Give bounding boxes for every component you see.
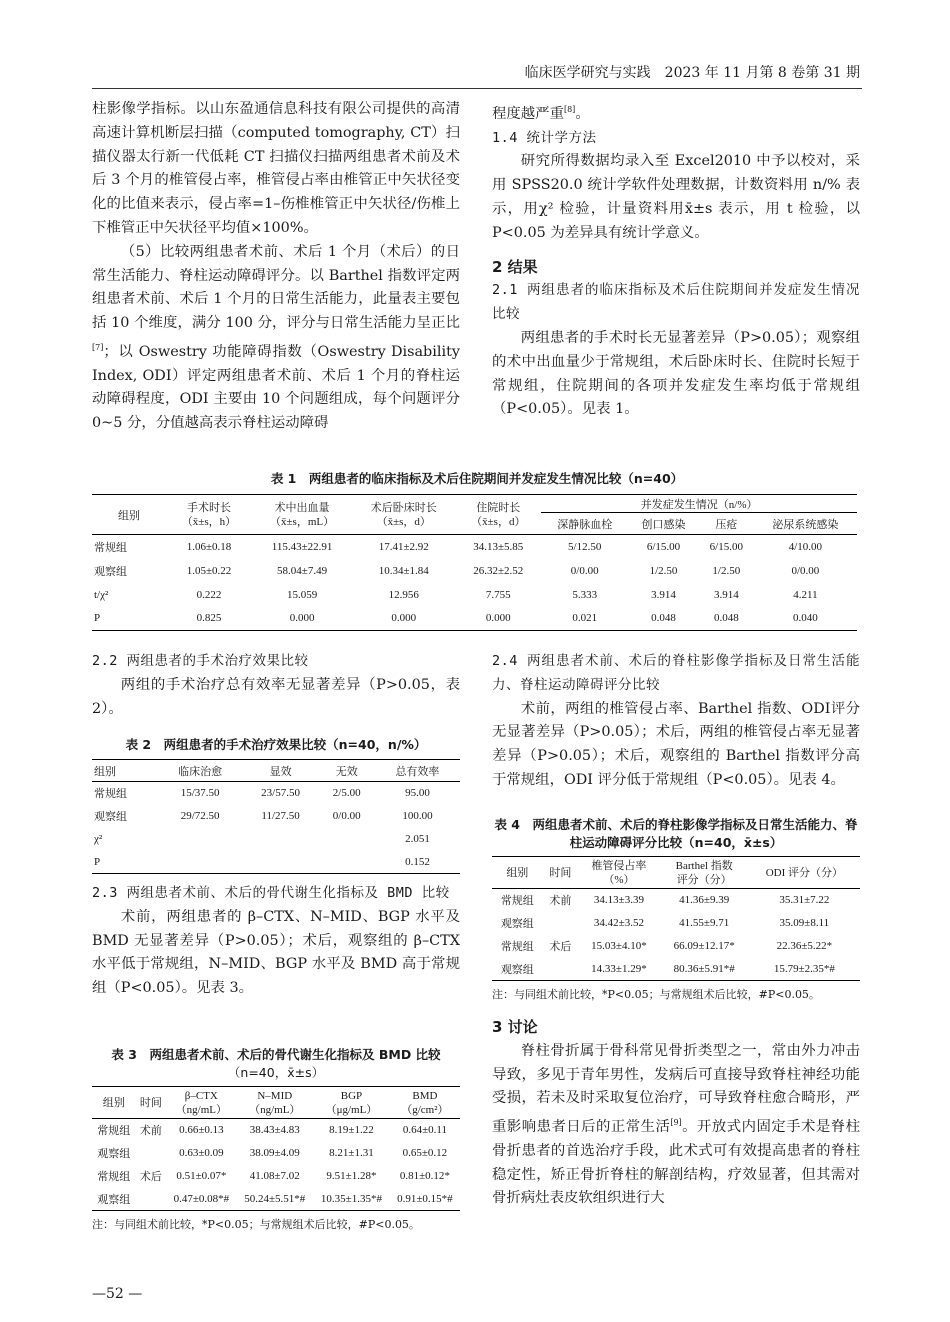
table-cell: 0.000 <box>352 607 455 631</box>
table-cell: 34.42±3.52 <box>593 917 644 929</box>
table-cell: 12.956 <box>388 588 419 601</box>
table-row <box>492 958 860 981</box>
paragraph-2-4: 术前，两组的椎管侵占率、Barthel 指数、ODI评分无显著差异（P>0.05）；术后，两组的椎管侵占率无显著差异（P>0.05）；术后，观察组的 Barthel 指数评分高于常规组，ODI 评分低于常规组（P<0.05）。见表 4。 <box>492 700 860 788</box>
table3-caption-no: 表 3 <box>111 1047 137 1062</box>
right-column-top <box>492 98 860 422</box>
table4 <box>492 856 860 981</box>
table-cell: 常规组 <box>94 788 127 801</box>
table-cell: 26.32±2.52 <box>473 564 524 577</box>
table2-header: 无效 <box>319 760 375 782</box>
heading-2-1: 2.1 两组患者的临床指标及术后住院期间并发症发生情况比较 <box>492 282 860 323</box>
table-cell <box>158 828 243 851</box>
table2-caption <box>92 736 460 754</box>
table2-header: 显效 <box>243 760 319 782</box>
table-cell <box>543 958 579 981</box>
table-cell: 观察组 <box>97 1148 131 1160</box>
table4-body <box>492 889 860 981</box>
header-text: 时间 <box>549 866 572 879</box>
ref-7: [7] <box>92 342 104 352</box>
table2-block <box>92 736 460 874</box>
table-cell: 0.222 <box>196 588 222 601</box>
table-cell: 66.09±12.17* <box>673 940 735 952</box>
table-cell: 22.36±5.22* <box>776 940 833 952</box>
table3-note: 注：与同组术前比较，*P<0.05；与常规组术后比较，#P<0.05。 <box>92 1218 420 1231</box>
table-cell: 100.00 <box>402 810 433 822</box>
table-cell: 术前 <box>139 1125 162 1138</box>
journal-header: 临床医学研究与实践 2023 年 11 月第 8 卷第 31 期 <box>524 65 860 81</box>
table2-header: 总有效率 <box>375 760 460 782</box>
left-column-top <box>92 98 460 436</box>
table-cell: 10.34±1.84 <box>378 564 429 577</box>
table-cell: 5/12.50 <box>568 540 602 553</box>
table-cell: 80.36±5.91*# <box>660 958 749 981</box>
table-cell: 0.64±0.11 <box>402 1124 447 1137</box>
table-cell: 观察组 <box>492 958 543 981</box>
heading-2-3: 2.3 两组患者术前、术后的骨代谢生化指标及 BMD 比较 <box>92 885 450 901</box>
heading-1-4: 1.4 统计学方法 <box>492 129 597 146</box>
header-unit: （x̄±s，mL） <box>270 515 335 528</box>
table-cell <box>136 1188 167 1211</box>
table-row <box>92 559 857 583</box>
table-cell: 17.41±2.92 <box>378 540 429 553</box>
table-cell: 观察组 <box>94 811 127 823</box>
table3 <box>92 1086 460 1211</box>
table-row <box>92 535 857 559</box>
table1-block <box>92 470 862 631</box>
table-row <box>492 912 860 935</box>
table-cell: 9.51±1.28* <box>326 1170 377 1182</box>
table-cell: 1.05±0.22 <box>186 564 232 577</box>
table-cell <box>319 851 375 874</box>
table-cell: 0.65±0.12 <box>402 1147 448 1159</box>
header-text: 椎管侵占率 <box>591 859 647 872</box>
header-text: 组别 <box>102 1096 125 1109</box>
table4-header <box>492 857 543 889</box>
table3-header <box>390 1087 460 1119</box>
paragraph-2-1: 两组患者的手术时长无显著差异（P>0.05）；观察组的术中出血量少于常规组，术后卧床时长、住院时长短于常规组，住院期间的各项并发症发生率均低于常规组（P<0.05）。见表 1。 <box>492 329 860 418</box>
table2-caption-no: 表 2 <box>125 737 152 752</box>
table-cell: 0.048 <box>628 607 699 631</box>
table-cell: 95.00 <box>405 787 430 800</box>
discussion-text: 脊柱骨折属于骨科常见骨折类型之一，常由外力冲击导致，多见于青年男性，发病后可直接导致脊柱神经功能受损，若未及时采取复位治疗，可导致脊柱愈合畸形，严重影响患者日后的正常生活 <box>492 1042 860 1135</box>
table1-subheader: 泌尿系统感染 <box>772 518 839 531</box>
header-unit: （x̄±s，d） <box>471 515 526 528</box>
table3-block <box>92 1046 460 1233</box>
table2-caption-text: 两组患者的手术治疗效果比较（n=40，n/%） <box>163 737 427 752</box>
table-cell: 23/57.50 <box>261 787 300 800</box>
table-row <box>92 607 857 631</box>
left-column-2-3 <box>92 882 460 1001</box>
header-text: 组别 <box>506 866 529 879</box>
header-text: 手术时长 <box>186 501 231 514</box>
table4-caption-no: 表 4 <box>494 817 521 832</box>
table4-caption <box>492 816 860 852</box>
table-cell: 35.31±7.22 <box>779 894 830 907</box>
table-cell: 观察组 <box>92 1188 136 1211</box>
header-text: 术后卧床时长 <box>370 501 437 514</box>
table4-header <box>660 857 749 889</box>
table-cell: 0.51±0.07* <box>176 1170 227 1182</box>
table-row <box>92 583 857 607</box>
header-unit: （x̄±s，h） <box>181 515 237 528</box>
table-cell <box>158 851 243 874</box>
discussion-tail: 。开放式内固定手术是脊柱骨折患者的首选治疗手段，此术式可有效提高患者的脊柱稳定性，矫正骨折脊柱的解剖结构，疗效显著，但其需对骨折病灶表皮软组织进行大 <box>492 1118 860 1207</box>
table-cell: 6/15.00 <box>709 540 743 553</box>
table3-caption-line2: （n=40，x̄±s） <box>227 1065 325 1080</box>
table-cell: 1/2.50 <box>712 564 741 577</box>
table-cell: 34.13±5.85 <box>473 540 524 553</box>
header-text: 术中出血量 <box>274 501 330 514</box>
table1-subheader: 深静脉血栓 <box>557 518 613 531</box>
table1-header-group: 组别 <box>92 495 166 535</box>
table-cell <box>243 828 319 851</box>
table4-block <box>492 816 860 1003</box>
table-cell: 0.47±0.08*# <box>166 1188 236 1211</box>
table3-header <box>92 1087 136 1119</box>
table-cell: P <box>92 607 166 631</box>
table-row <box>92 1165 460 1188</box>
table-cell: 1.06±0.18 <box>186 540 232 553</box>
table-cell: 0.63±0.09 <box>179 1147 224 1159</box>
table3-header <box>313 1087 390 1119</box>
table-cell: 0.021 <box>541 607 628 631</box>
table-row <box>492 935 860 958</box>
paragraph-stats: 研究所得数据均录入至 Excel2010 中予以校对，采用 SPSS20.0 统计学软件处理数据，计数资料用 n/% 表示，用χ² 检验，计量资料用x̄±s 表示，用 t 检验，以 P<0.05 为差异具有统计学意义。 <box>492 153 860 241</box>
paragraph-2-2: 两组的手术治疗总有效率无显著差异（P>0.05，表 2）。 <box>92 676 460 717</box>
header-text: ODI 评分（分） <box>765 866 843 879</box>
table-cell: 41.08±7.02 <box>249 1170 300 1182</box>
table1-subheader: 创口感染 <box>641 518 686 531</box>
table3-caption <box>92 1046 460 1082</box>
table1-subheader: 压疮 <box>715 518 738 531</box>
table4-note: 注：与同组术前比较，*P<0.05；与常规组术后比较，#P<0.05。 <box>492 988 820 1001</box>
table-cell: 58.04±7.49 <box>277 564 328 577</box>
table-cell <box>319 828 375 851</box>
table-row <box>492 889 860 912</box>
table3-header <box>166 1087 236 1119</box>
table-cell: 35.09±8.11 <box>779 917 830 929</box>
table-cell: 0.81±0.12* <box>399 1170 450 1182</box>
heading-results: 2 结果 <box>492 257 538 276</box>
table-cell: 1/2.50 <box>649 564 678 577</box>
header-unit: （ng/mL） <box>249 1103 301 1116</box>
table3-body <box>92 1119 460 1211</box>
table-cell: 115.43±22.91 <box>271 540 333 553</box>
table-cell: 8.19±1.22 <box>329 1124 374 1137</box>
heading-discussion: 3 讨论 <box>492 1018 538 1036</box>
table-cell: 0.040 <box>754 607 857 631</box>
table-cell: 术后 <box>139 1171 162 1183</box>
paragraph-discussion <box>492 1040 860 1211</box>
table-cell: 3.914 <box>713 588 739 601</box>
right-column-discussion <box>492 1016 860 1211</box>
paragraph-continued <box>492 98 860 127</box>
table-cell: 常规组 <box>97 1171 131 1183</box>
header-text: 时间 <box>139 1096 162 1109</box>
table-cell: t/χ² <box>94 588 109 601</box>
table-cell: 41.55±9.71 <box>679 917 730 929</box>
table-cell: 38.09±4.09 <box>249 1147 300 1159</box>
paragraph-scores-text: （5）比较两组患者术前、术后 1 个月（术后）的日常生活能力、脊柱运动障碍评分。以 Barthel 指数评定两组患者术前、术后 1 个月的日常生活能力，此量表主要包括 10 个维度，满分 100 分，评分与日常生活能力呈正比 <box>92 243 460 332</box>
header-text: BGP <box>340 1089 363 1102</box>
continued-end: 。 <box>575 105 590 122</box>
continued-text: 程度越严重 <box>492 105 564 122</box>
table1-header-complications: 并发症发生情况（n/%） <box>541 495 857 513</box>
table-cell: 50.24±5.51*# <box>236 1188 313 1211</box>
table-cell: 41.36±9.39 <box>679 894 730 907</box>
table-row <box>92 1188 460 1211</box>
table-cell: 0.66±0.13 <box>179 1124 224 1137</box>
ref-8: [8] <box>563 105 576 114</box>
table-cell <box>136 1142 167 1165</box>
table-cell: 6/15.00 <box>646 540 681 553</box>
paragraph-2-3: 术前，两组患者的 β–CTX、N–MID、BGP 水平及 BMD 无显著差异（P>0.05）；术后，观察组的 β–CTX 水平低于常规组，N–MID、BGP 水平及 BMD 高于常规组（P<0.05）。见表 3。 <box>92 908 460 997</box>
table1 <box>92 494 857 631</box>
table-cell: χ² <box>94 833 103 845</box>
table-cell: 0.000 <box>252 607 352 631</box>
table-cell: 14.33±1.29* <box>578 958 659 981</box>
table-cell: 常规组 <box>500 941 534 953</box>
table-cell: 0.152 <box>375 851 460 874</box>
header-text: β–CTX <box>184 1089 218 1102</box>
table1-caption-no: 表 1 <box>270 471 297 486</box>
table-cell: 34.13±3.39 <box>593 894 644 907</box>
table1-caption <box>92 470 862 488</box>
table-row <box>92 805 460 828</box>
header-text: N–MID <box>257 1089 293 1102</box>
heading-2-2: 2.2 两组患者的手术治疗效果比较 <box>92 653 309 669</box>
table-cell <box>243 851 319 874</box>
table4-caption-text: 两组患者术前、术后的脊柱影像学指标及日常生活能力、脊柱运动障碍评分比较（n=40，x̄±s） <box>532 817 858 850</box>
paragraph-scores <box>92 241 460 436</box>
table-cell: 0/0.00 <box>791 564 820 577</box>
table-cell: 观察组 <box>94 565 127 578</box>
table-cell: 常规组 <box>97 1125 131 1138</box>
header-unit: 评分（分） <box>676 873 732 886</box>
table1-caption-text: 两组患者的临床指标及术后住院期间并发症发生情况比较（n=40） <box>308 471 684 486</box>
table-cell: 4.211 <box>793 588 818 601</box>
page-number: —52 — <box>92 1286 143 1302</box>
table-cell: P <box>92 851 158 874</box>
table-cell: 38.43±4.83 <box>249 1124 300 1137</box>
table-cell: 0/0.00 <box>570 564 599 577</box>
header-unit: （x̄±s，d） <box>376 515 431 528</box>
table-cell: 5.333 <box>572 588 598 601</box>
table1-body <box>92 535 857 631</box>
table1-header-col <box>455 495 541 535</box>
table-row <box>92 828 460 851</box>
table-cell: 15/37.50 <box>180 787 220 800</box>
table-cell: 0.91±0.15*# <box>390 1188 460 1211</box>
table-cell: 0.825 <box>166 607 252 631</box>
table2-body <box>92 782 460 874</box>
table1-header-col <box>352 495 455 535</box>
table-cell: 15.79±2.35*# <box>749 958 860 981</box>
table4-header <box>749 857 860 889</box>
table-cell: 11/27.50 <box>261 810 300 822</box>
table3-header <box>236 1087 313 1119</box>
paragraph-imaging: 柱影像学指标。以山东盈通信息科技有限公司提供的高清高速计算机断层扫描（computed tomography, CT）扫描仪器太行新一代低耗 CT 扫描仪扫描两组患者术前及术后 3 个月的椎管侵占率，椎管侵占率由椎管正中矢状径变化的比值来表示，侵占率=1–伤椎椎管正中矢状径/伤椎上下椎管正中矢状径平均值×100%。 <box>92 101 460 236</box>
table-cell: 0.048 <box>699 607 754 631</box>
ref-9: [9] <box>670 1118 682 1128</box>
table-row <box>92 1142 460 1165</box>
table3-header <box>136 1087 167 1119</box>
table-row <box>92 851 460 874</box>
paragraph-scores-tail: ；以 Oswestry 功能障碍指数（Oswestry Disability Index, ODI）评定两组患者术前、术后 1 个月的脊柱运动障碍程度，ODI 主要由 10 个问题组成，每个问题评分 0~5 分，分值越高表示脊柱运动障碍 <box>92 343 460 432</box>
header-unit: （g/cm²） <box>401 1103 449 1116</box>
table-cell: 0/0.00 <box>332 810 361 822</box>
header-unit: （ng/mL） <box>175 1103 228 1116</box>
table-cell: 29/72.50 <box>180 810 220 822</box>
header-unit: （μg/mL） <box>325 1103 378 1116</box>
table4-header <box>543 857 579 889</box>
table-cell: 15.03±4.10* <box>591 940 647 952</box>
header-text: BMD <box>412 1089 438 1102</box>
table-cell: 术后 <box>549 941 572 953</box>
table-cell: 8.21±1.31 <box>329 1147 374 1159</box>
table-cell <box>543 912 579 935</box>
table4-header <box>578 857 659 889</box>
table-cell: 常规组 <box>500 895 534 908</box>
table-cell: 10.35±1.35*# <box>313 1188 390 1211</box>
header-unit: （%） <box>603 873 635 886</box>
table-cell: 7.755 <box>485 588 511 601</box>
table2 <box>92 759 460 874</box>
table-cell: 观察组 <box>500 918 534 930</box>
table-cell: 0.000 <box>455 607 541 631</box>
table2-header: 临床治愈 <box>158 760 243 782</box>
left-column-bottom <box>92 650 460 721</box>
table-cell: 术前 <box>549 895 572 908</box>
table-cell: 2/5.00 <box>332 787 361 800</box>
table-cell: 常规组 <box>94 541 127 554</box>
table-row <box>92 1119 460 1142</box>
table3-caption-text: 两组患者术前、术后的骨代谢生化指标及 BMD 比较 <box>149 1047 441 1062</box>
right-column-bottom <box>492 650 860 793</box>
heading-2-4: 2.4 两组患者术前、术后的脊柱影像学指标及日常生活能力、脊柱运动障碍评分比较 <box>492 653 860 693</box>
table-cell: 3.914 <box>651 588 676 601</box>
table-cell: 4/10.00 <box>788 540 823 553</box>
table-cell: 15.059 <box>286 588 318 601</box>
table1-header-col <box>166 495 252 535</box>
header-text: Barthel 指数 <box>675 859 733 872</box>
table1-header-col <box>252 495 352 535</box>
header-rule <box>92 88 862 89</box>
table-row <box>92 782 460 805</box>
header-text: 住院时长 <box>476 501 521 514</box>
table-cell: 2.051 <box>405 833 430 845</box>
table2-header: 组别 <box>92 760 158 782</box>
